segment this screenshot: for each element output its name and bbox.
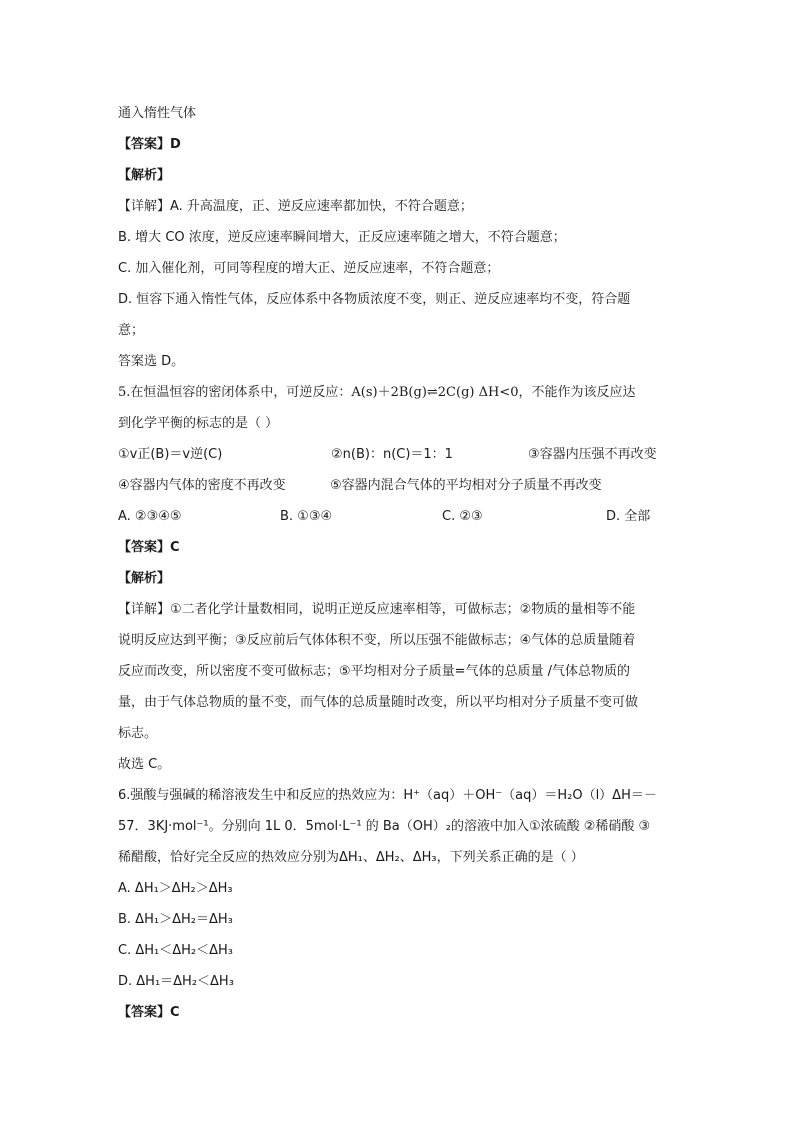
question-6-stem-cont: 稀醋酸，恰好完全反应的热效应分别为ΔH₁、ΔH₂、ΔH₃，下列关系正确的是（ ）	[118, 850, 584, 865]
explanation-line: C. 加入催化剂，可同等程度的增大正、逆反应速率，不符合题意；	[118, 261, 500, 276]
statement-3: ③容器内压强不再改变	[528, 447, 657, 462]
choice-a: A. ΔH₁＞ΔH₂＞ΔH₃	[118, 881, 233, 896]
question-6-stem-cont: 57．3KJ·mol⁻¹。分别向 1L 0．5mol·L⁻¹ 的 Ba（OH）₂的溶液中加入①浓硫酸 ②稀硝酸 ③	[118, 819, 651, 834]
explanation-line: 量，由于气体总物质的量不变，而气体的总质量随时改变，所以平均相对分子质量不变可做	[118, 695, 639, 710]
answer-label: 【答案】C	[118, 1005, 180, 1020]
text-line: 通入惰性气体	[118, 106, 197, 121]
explanation-line: 【详解】A. 升高温度，正、逆反应速率都加快，不符合题意；	[118, 199, 473, 214]
statement-2: ②n(B)：n(C)＝1：1	[331, 447, 453, 462]
choice-c: C. ΔH₁＜ΔH₂＜ΔH₃	[118, 943, 233, 958]
question-5-stem-cont: 到化学平衡的标志的是（ ）	[118, 416, 279, 431]
answer-label: 【答案】D	[118, 137, 181, 152]
choice-b: B. ΔH₁＞ΔH₂＝ΔH₃	[118, 912, 233, 927]
conclusion-line: 故选 C。	[118, 757, 171, 772]
explanation-line: 【详解】①二者化学计量数相同，说明正逆反应速率相等，可做标志；②物质的量相等不能	[118, 602, 636, 617]
question-5-choices	[118, 501, 684, 532]
analysis-label: 【解析】	[118, 571, 171, 586]
choice-d: D. 全部	[606, 509, 651, 524]
explanation-line: 意；	[118, 323, 145, 338]
explanation-line: 说明反应达到平衡；③反应前后气体体积不变，所以压强不能做标志；④气体的总质量随着	[118, 633, 636, 648]
statement-1: ①v正(B)＝v逆(C)	[118, 447, 223, 462]
question-6-stem: 6.强酸与强碱的稀溶液发生中和反应的热效应为：H⁺（aq）＋OH⁻（aq）＝H₂O（l）ΔH＝－	[118, 788, 657, 803]
question-5-stem: 5.在恒温恒容的密闭体系中，可逆反应：A(s)＋2B(g)⇌2C(g) ΔH<0，不能作为该反应达	[118, 385, 636, 400]
answer-label: 【答案】C	[118, 540, 180, 555]
question-5-statements-row2	[118, 470, 684, 501]
choice-c: C. ②③	[442, 509, 483, 524]
conclusion-line: 答案选 D。	[118, 354, 185, 369]
statement-5: ⑤容器内混合气体的平均相对分子质量不再改变	[330, 478, 602, 493]
explanation-line: 反应而改变，所以密度不变可做标志；⑤平均相对分子质量=气体的总质量 /气体总物质的	[118, 664, 631, 679]
statement-4: ④容器内气体的密度不再改变	[118, 478, 286, 493]
explanation-line: B. 增大 CO 浓度，逆反应速率瞬间增大，正反应速率随之增大，不符合题意；	[118, 230, 566, 245]
choice-b: B. ①③④	[280, 509, 333, 524]
choice-a: A. ②③④⑤	[118, 509, 182, 524]
explanation-line: 标志。	[118, 726, 158, 741]
explanation-line: D. 恒容下通入惰性气体，反应体系中各物质浓度不变，则正、逆反应速率均不变，符合题	[118, 292, 631, 307]
choice-d: D. ΔH₁＝ΔH₂＜ΔH₃	[118, 974, 234, 989]
document-body	[118, 98, 684, 1028]
analysis-label: 【解析】	[118, 168, 171, 183]
question-5-statements-row1	[118, 439, 684, 470]
